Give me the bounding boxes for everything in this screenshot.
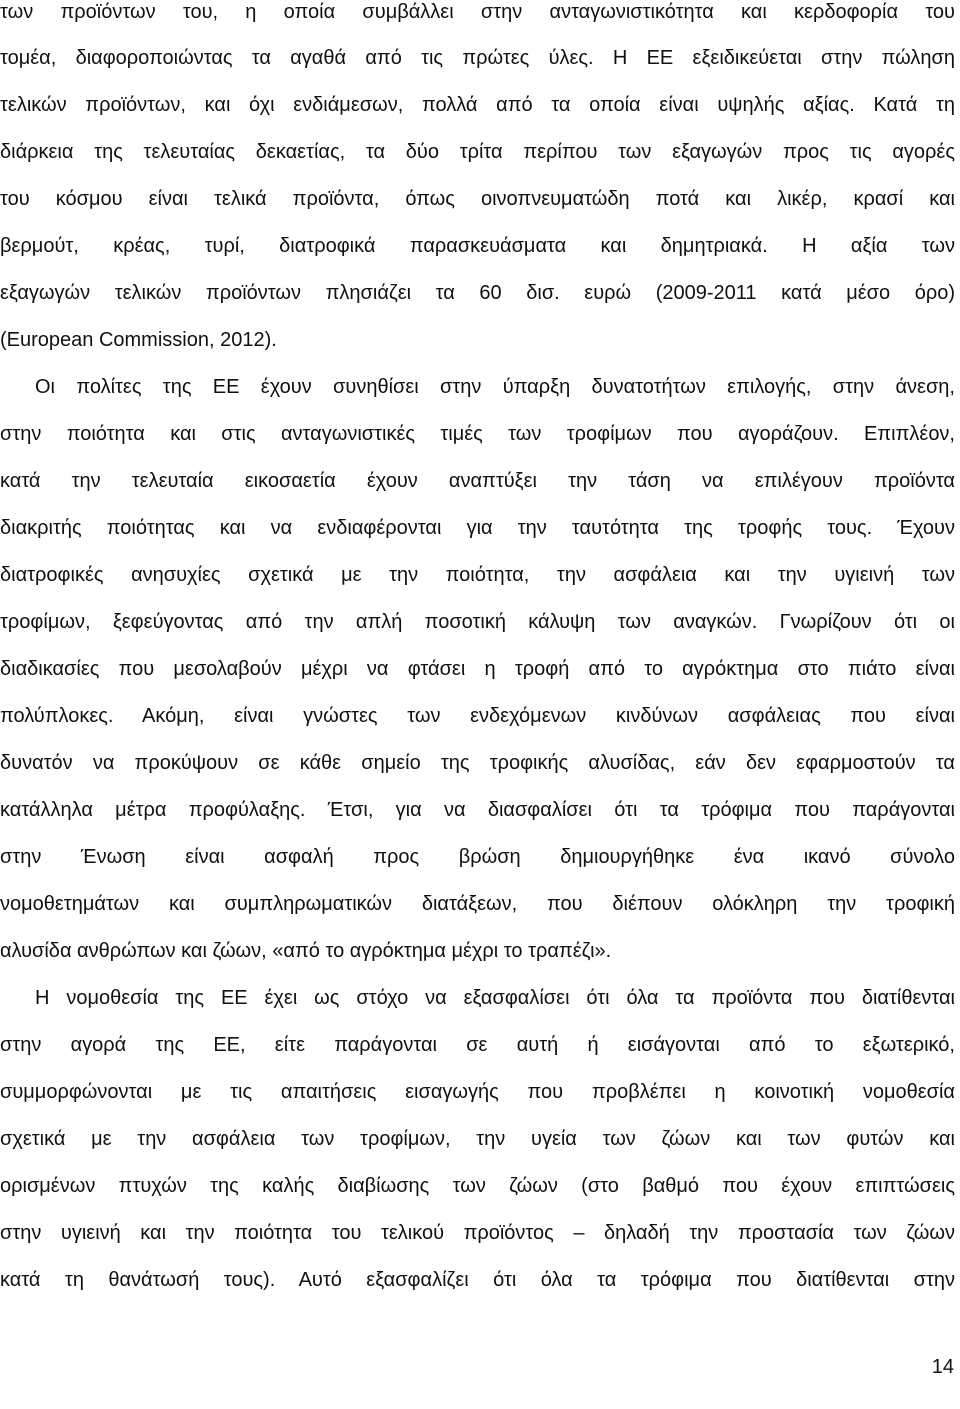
text-line: διάρκεια της τελευταίας δεκαετίας, τα δύο τρίτα περίπου των εξαγωγών προς τις αγορές [0, 141, 955, 163]
text-line: διαδικασίες που μεσολαβούν μέχρι να φτάσει η τροφή από το αγρόκτημα στο πιάτο είναι [0, 658, 955, 680]
text-line: κατάλληλα μέτρα προφύλαξης. Έτσι, για να διασφαλίσει ότι τα τρόφιμα που παράγονται [0, 799, 955, 821]
text-line: διατροφικές ανησυχίες σχετικά με την ποιότητα, την ασφάλεια και την υγιεινή των [0, 564, 955, 586]
paragraph-first-line: Οι πολίτες της ΕΕ έχουν συνηθίσει στην ύπαρξη δυνατοτήτων επιλογής, στην άνεση, [35, 376, 955, 398]
text-line: ορισμένων πτυχών της καλής διαβίωσης των ζώων (στο βαθμό που έχουν επιπτώσεις [0, 1175, 955, 1197]
text-line: βερμούτ, κρέας, τυρί, διατροφικά παρασκευάσματα και δημητριακά. Η αξία των [0, 235, 955, 257]
text-line: στην αγορά της ΕΕ, είτε παράγονται σε αυτή ή εισάγονται από το εξωτερικό, [0, 1034, 955, 1056]
page-number: 14 [931, 1356, 954, 1378]
text-line: του κόσμου είναι τελικά προϊόντα, όπως οινοπνευματώδη ποτά και λικέρ, κρασί και [0, 188, 955, 210]
text-line: εξαγωγών τελικών προϊόντων πλησιάζει τα 60 δισ. ευρώ (2009-2011 κατά μέσο όρο) [0, 282, 955, 304]
text-line: των προϊόντων του, η οποία συμβάλλει στην ανταγωνιστικότητα και κερδοφορία του [0, 1, 955, 23]
text-line: κατά την τελευταία εικοσαετία έχουν αναπτύξει την τάση να επιλέγουν προϊόντα [0, 470, 955, 492]
text-line: δυνατόν να προκύψουν σε κάθε σημείο της τροφικής αλυσίδας, εάν δεν εφαρμοστούν τα [0, 752, 955, 774]
text-line: πολύπλοκες. Ακόμη, είναι γνώστες των ενδεχόμενων κινδύνων ασφάλειας που είναι [0, 705, 955, 727]
text-line: τροφίμων, ξεφεύγοντας από την απλή ποσοτική κάλυψη των αναγκών. Γνωρίζουν ότι οι [0, 611, 955, 633]
text-line: στην Ένωση είναι ασφαλή προς βρώση δημιουργήθηκε ένα ικανό σύνολο [0, 846, 955, 868]
text-line: τελικών προϊόντων, και όχι ενδιάμεσων, πολλά από τα οποία είναι υψηλής αξίας. Κατά τη [0, 94, 955, 116]
text-line: στην ποιότητα και στις ανταγωνιστικές τιμές των τροφίμων που αγοράζουν. Επιπλέον, [0, 423, 955, 445]
paragraph-first-line: Η νομοθεσία της ΕΕ έχει ως στόχο να εξασφαλίσει ότι όλα τα προϊόντα που διατίθενται [35, 987, 955, 1009]
text-line: συμμορφώνονται με τις απαιτήσεις εισαγωγής που προβλέπει η κοινοτική νομοθεσία [0, 1081, 955, 1103]
text-line: τομέα, διαφοροποιώντας τα αγαθά από τις πρώτες ύλες. Η ΕΕ εξειδικεύεται στην πώληση [0, 47, 955, 69]
text-line: στην υγιεινή και την ποιότητα του τελικού προϊόντος – δηλαδή την προστασία των ζώων [0, 1222, 955, 1244]
text-line: νομοθετημάτων και συμπληρωματικών διατάξεων, που διέπουν ολόκληρη την τροφική [0, 893, 955, 915]
text-line: (European Commission, 2012). [0, 329, 277, 351]
text-line: κατά τη θανάτωσή τους). Αυτό εξασφαλίζει ότι όλα τα τρόφιμα που διατίθενται στην [0, 1269, 955, 1291]
text-line: αλυσίδα ανθρώπων και ζώων, «από το αγρόκτημα μέχρι το τραπέζι». [0, 940, 612, 962]
text-line: σχετικά με την ασφάλεια των τροφίμων, την υγεία των ζώων και των φυτών και [0, 1128, 955, 1150]
text-line: διακριτής ποιότητας και να ενδιαφέρονται για την ταυτότητα της τροφής τους. Έχουν [0, 517, 955, 539]
